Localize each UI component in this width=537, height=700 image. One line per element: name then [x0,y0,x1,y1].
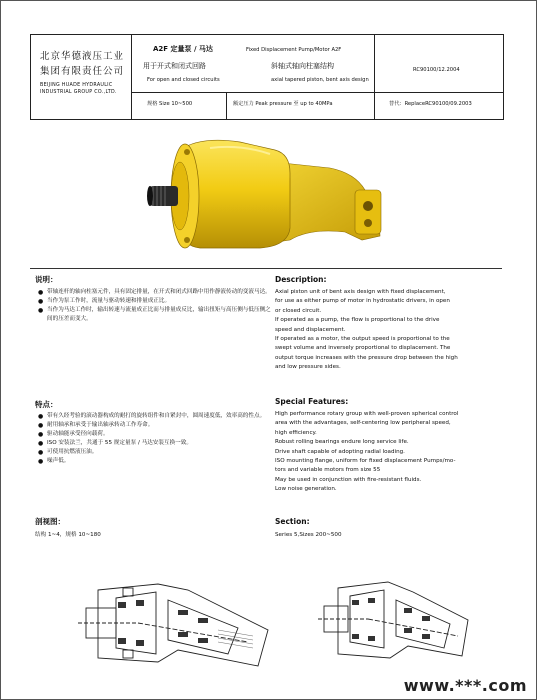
text-line: or closed circuit. [275,307,322,314]
list-item: ● 带轴连杆的轴向柱塞元件，具有固定排量，在开式和闭式回路中用作静液传动的变液马达。 [38,288,272,297]
text-line: speed and displacement. [275,326,346,333]
text-line: If operated as a pump, the flow is proportional to the drive [275,317,440,324]
text-line: If operated as a motor, the output speed is proportional to the [275,336,450,343]
text-line: ISO mounting flange, uniform for fixed displacement Pumps/mo- [275,458,456,465]
pump-illustration [140,128,400,258]
section-heading-cn: 剖视图： [35,517,65,526]
product-title-en: Fixed Displacement Pump/Motor A2F [246,47,342,53]
section-text-cn: 结构 1~4，规格 10~180 [35,532,101,538]
text-line: swept volume and inversely proportional to displacement. The [275,345,451,352]
text-line: Low noise generation. [275,486,337,493]
text-line: and low pressure sides. [275,364,341,371]
features-text-en [275,410,458,495]
product-title: A2F 定量泵 / 马达 [153,45,213,53]
text-line: for use as either pump of motor in hydrostatic drivers, in open [275,298,450,305]
peak-pressure: 额定压力 Peak pressure 至 up to 40MPa [233,101,333,107]
description-heading-en: Description: [275,275,327,284]
use-en: For open and closed circuits [147,77,220,83]
features-heading-en: Special Features: [275,397,349,406]
features-list-cn [38,412,268,466]
features-heading-cn: 特点： [35,400,58,409]
text-line: Robust rolling bearings endure long service life. [275,439,409,446]
company-name-en-2: INDUSTRIAL GROUP CO.,LTD. [40,90,117,95]
watermark: www.***.com [403,676,527,695]
text-line: output torque increases with the pressure drop between the high [275,354,458,361]
list-item: ● ISO 安装法兰，共通于 55 规定量泵 / 马达安装互换一致。 [38,439,268,448]
company-name-en-1: BEIJING HUADE HYDRAULIC [40,83,113,88]
list-item: ● 带有久经考验的滚动器构成的耐打的旋转组件和自紧封中，圆周速度低，效率高的性点。 [38,412,272,421]
text-line: High performance rotary group with well-proven spherical control [275,411,459,417]
section-drawing-right [318,570,478,670]
list-item: ● 耐用轴承和承受于输出轴承转动工作寿命。 [38,421,268,430]
divider [30,268,502,269]
text-line: tors and variable motors from size 55 [275,467,381,474]
text-line: area with the advantages, self-centering low peripheral speed, [275,420,451,427]
description-list-cn [38,288,271,324]
list-item: ● 当作为泵工作时，流量与驱动转速和排量成正比。 [38,297,272,306]
section-text-en: Series 5,Sizes 200~500 [275,532,342,538]
text-line: high efficiency. [275,429,317,436]
doc-number: RC90100/12.2004 [413,67,460,73]
replace-note: 替代：ReplaceRC90100/09.2003 [389,101,472,107]
list-item: ● 当作为马达工作时，输出转速与流量成正比而与排量成反比，输出扭矩与高压侧与低压侧之间的压差而变大。 [38,306,272,324]
title-block [30,34,504,120]
company-name-cn-1: 北京华德液压工业 [40,51,125,62]
text-line: Axial piston unit of bent axis design with fixed displacement, [275,289,446,295]
description-text-en [275,288,458,373]
description-heading-cn: 说明： [35,275,58,284]
list-item: ● 驱动轴能承受径向载荷。 [38,430,268,439]
text-line: May be used in conjunction with fire-resistant fluids. [275,476,422,483]
company-name-cn-2: 集团有限责任公司 [40,66,125,77]
section-drawing-left [78,570,278,678]
list-item: ● 可使用抗燃液压油。 [38,448,268,457]
text-line: Drive shaft capable of adopting radial loading. [275,448,405,455]
use-cn: 用于开式和闭式回路 [143,62,206,70]
design-cn: 斜轴式轴向柱塞结构 [271,62,334,70]
list-item: ● 噪声低。 [38,457,268,466]
section-heading-en: Section: [275,517,310,526]
size-range: 规格 Size 10~500 [147,101,193,107]
design-en: axial tapered piston, bent axis design [271,77,369,83]
